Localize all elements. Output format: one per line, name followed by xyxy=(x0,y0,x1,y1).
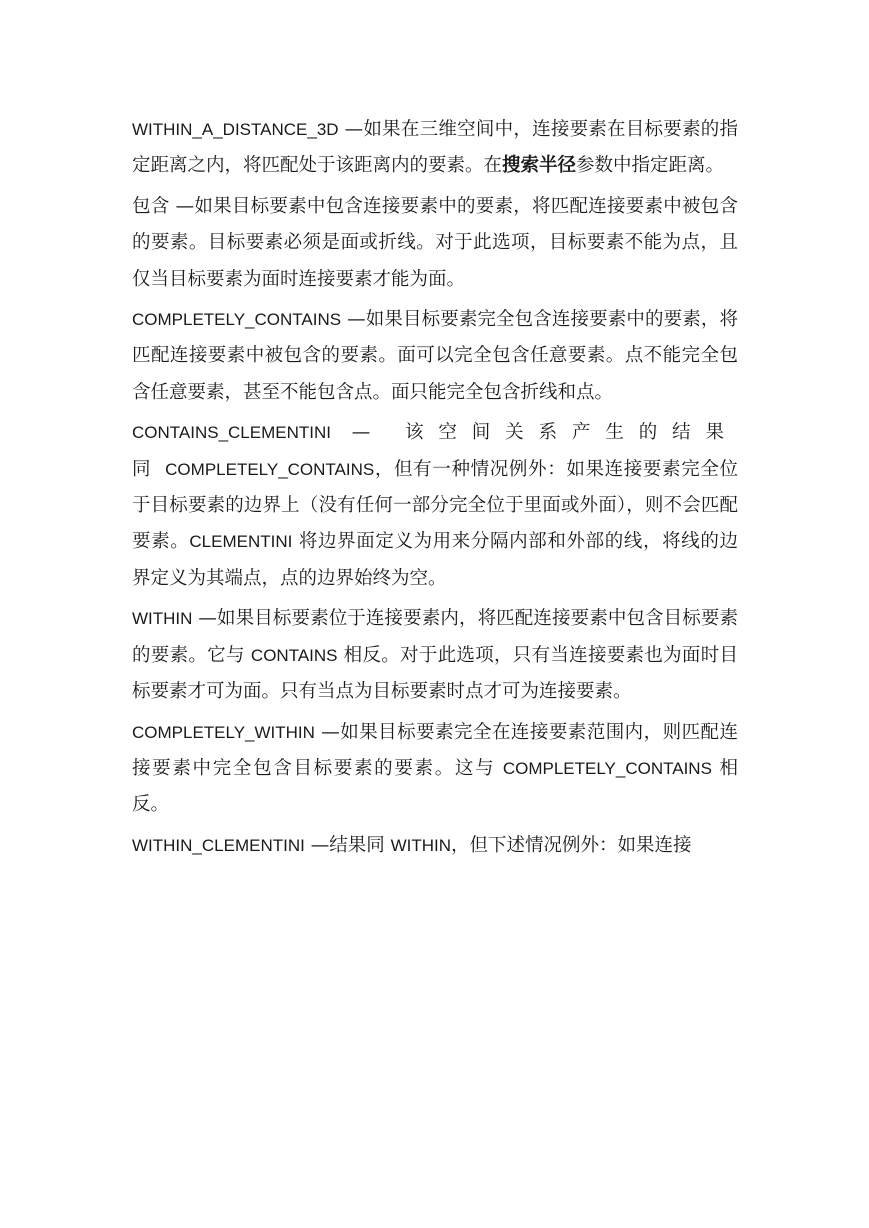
paragraph-text: 参数中指定距离。 xyxy=(576,155,725,177)
term-completely-contains: COMPLETELY_CONTAINS xyxy=(132,310,342,330)
paragraph-completely-contains xyxy=(132,302,738,411)
paragraph-text: ，但下述情况例外：如果连接 xyxy=(451,834,692,856)
term-completely-contains: COMPLETELY_CONTAINS xyxy=(165,459,375,479)
term-within: WITHIN xyxy=(132,609,193,629)
paragraph-contains xyxy=(132,189,738,298)
term-contains-clementini: CONTAINS_CLEMENTINI xyxy=(132,423,331,443)
paragraph-text: —如果目标要素中包含连接要素中的要素，将匹配连接要素中被包含的要素。目标要素必须是面或折线。对于此选项，目标要素不能为点，且仅当目标要素为面时连接要素才能为面。 xyxy=(132,195,738,290)
paragraph-text: —如果目标要素完全在连接要素范围内，则匹配连接要素中完全包含目标要素的要素。这与 xyxy=(132,721,738,779)
document-body xyxy=(132,112,738,864)
term-completely-contains-inline: COMPLETELY_CONTAINS xyxy=(502,758,712,778)
paragraph-within-a-distance-3d xyxy=(132,112,738,185)
term-completely-within: COMPLETELY_WITHIN xyxy=(132,722,315,742)
paragraph-text: 相反。对于此选项，只有当连接要素也为面时目标要素才可为面。只有当点为目标要素时点才可为连接要素。 xyxy=(132,644,738,703)
paragraph-contains-clementini xyxy=(132,415,738,597)
paragraph-completely-within xyxy=(132,715,738,824)
term-contains: 包含 xyxy=(132,195,170,217)
paragraph-within xyxy=(132,601,738,710)
paragraph-text: —如果在三维空间中，连接要素在目标要素的指定距离之内，将匹配处于该距离内的要素。在 xyxy=(132,119,738,177)
paragraph-text: 将边界面定义为用来分隔内部和外部的线，将线的边界定义为其端点，点的边界始终为空。 xyxy=(132,531,738,589)
paragraph-text: ，但有一种情况例外：如果连接要素完全位于目标要素的边界上（没有任何一部分完全位于里面或外面），则不会匹配要素。 xyxy=(132,458,738,553)
paragraph-text: —如果目标要素完全包含连接要素中的要素，将匹配连接要素中被包含的要素。面可以完全包含任意要素。点不能完全包含任意要素，甚至不能包含点。面只能完全包含折线和点。 xyxy=(132,309,738,403)
term-contains-inline: CONTAINS xyxy=(250,645,338,665)
bold-search-radius: 搜索半径 xyxy=(502,155,577,177)
paragraph-text: —结果同 xyxy=(304,834,391,856)
term-within-clementini: WITHIN_CLEMENTINI xyxy=(132,835,305,855)
paragraph-text: — 该空间关系产生的结果同 xyxy=(132,422,738,480)
paragraph-text: 相反。 xyxy=(132,757,738,816)
paragraph-within-clementini xyxy=(132,828,738,864)
term-within-inline: WITHIN xyxy=(390,835,452,855)
paragraph-text: —如果目标要素位于连接要素内，将匹配连接要素中包含目标要素的要素。它与 xyxy=(132,608,738,666)
term-clementini: CLEMENTINI xyxy=(189,532,293,552)
term-within-a-distance-3d: WITHIN_A_DISTANCE_3D xyxy=(132,120,339,139)
